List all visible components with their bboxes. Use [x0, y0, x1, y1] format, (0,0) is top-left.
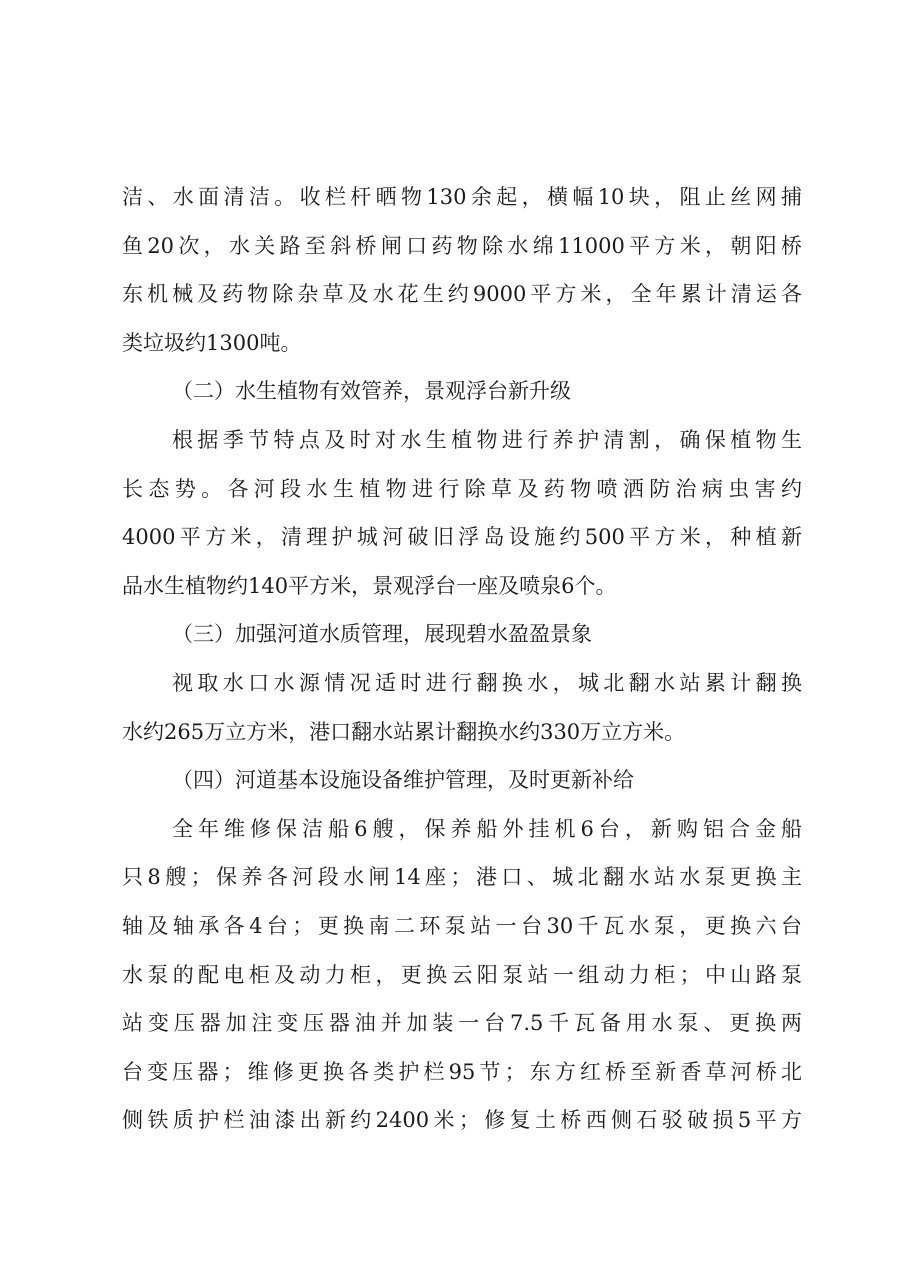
text-line: 水泵的配电柜及动力柜，更换云阳泵站一组动力柜；中山路泵 [122, 962, 802, 987]
document-body [122, 173, 802, 1145]
text-line: 品水生植物约140平方米，景观浮台一座及喷泉6个。 [122, 573, 617, 598]
section-heading: （四）河道基本设施设备维护管理，及时更新补给 [172, 768, 634, 793]
text-line: 鱼20次，水关路至斜桥闸口药物除水绵11000平方米，朝阳桥 [122, 233, 802, 258]
text-line: 全年维修保洁船6艘，保养船外挂机6台，新购铝合金船 [172, 816, 802, 841]
text-line: 只8艘；保养各河段水闸14座；港口、城北翻水站水泵更换主 [122, 865, 802, 890]
text-line: 洁、水面清洁。收栏杆晒物130余起，横幅10块，阻止丝网捕 [122, 185, 802, 209]
text-line: 长态势。各河段水生植物进行除草及药物喷洒防治病虫害约 [122, 476, 802, 501]
text-line: 4000平方米，清理护城河破旧浮岛设施约500平方米，种植新 [122, 525, 802, 550]
text-line: 站变压器加注变压器油并加装一台7.5千瓦备用水泵、更换两 [122, 1011, 802, 1036]
text-line: 根据季节特点及时对水生植物进行养护清割，确保植物生 [172, 427, 802, 452]
text-line: 东机械及药物除杂草及水花生约9000平方米，全年累计清运各 [122, 282, 802, 307]
text-line: 轴及轴承各4台；更换南二环泵站一台30千瓦水泵，更换六台 [122, 913, 802, 938]
text-line: 侧铁质护栏油漆出新约2400米；修复土桥西侧石驳破损5平方 [122, 1108, 802, 1133]
section-heading: （三）加强河道水质管理，展现碧水盈盈景象 [172, 622, 592, 647]
text-line: 视取水口水源情况适时进行翻换水，城北翻水站累计翻换 [172, 670, 802, 695]
text-line: 类垃圾约1300吨。 [122, 330, 302, 355]
text-line: 台变压器；维修更换各类护栏95节；东方红桥至新香草河桥北 [122, 1059, 802, 1084]
text-line: 水约265万立方米，港口翻水站累计翻换水约330万立方米。 [122, 719, 686, 744]
section-heading: （二）水生植物有效管养，景观浮台新升级 [172, 379, 571, 404]
